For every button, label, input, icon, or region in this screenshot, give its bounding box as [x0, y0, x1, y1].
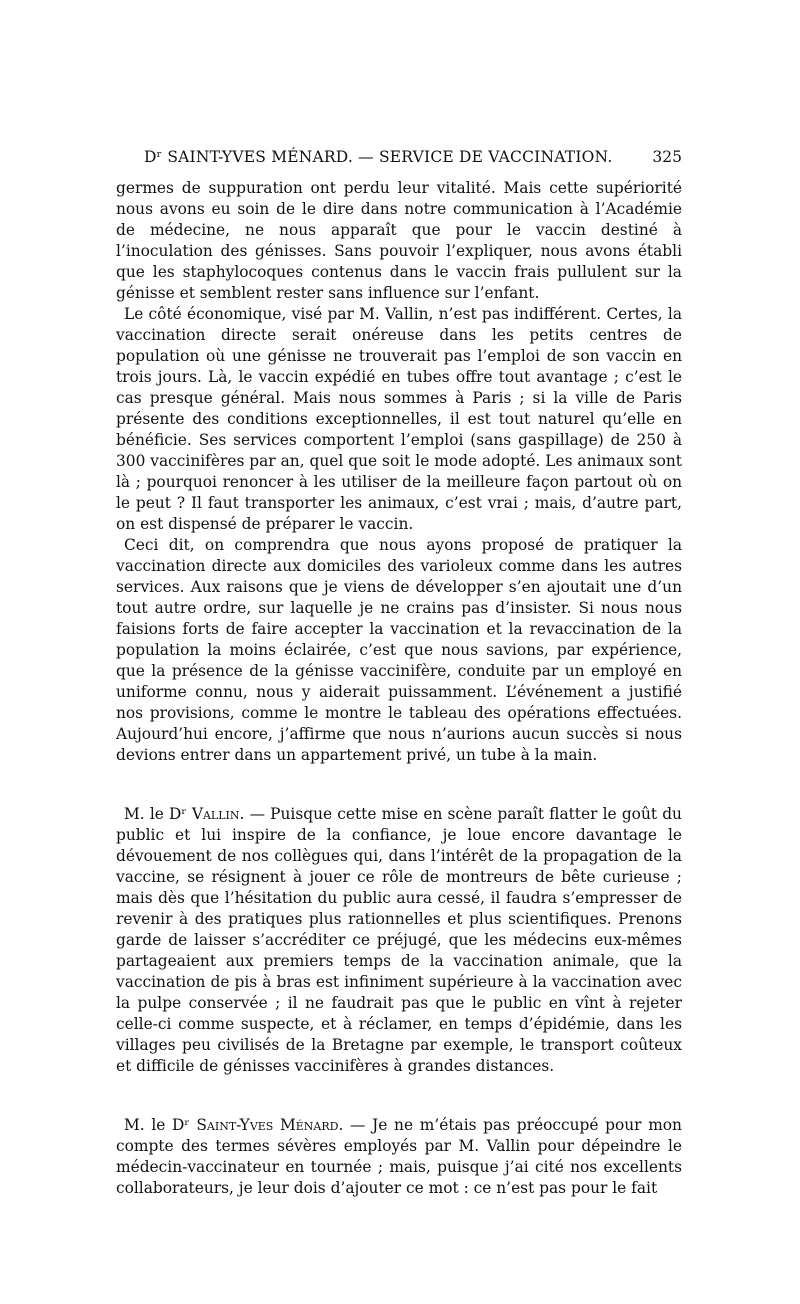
speaker-name: Saint-Yves Ménard.	[196, 1116, 344, 1134]
speech-text: — Puisque cette mise en scène paraît flatter le goût du public et lui inspire de la confiance, je loue encore davantage le dévouement de nos collègues qui, dans l’intérêt de la propagation de la vaccine, se résignent à jouer ce rôle de montreurs de bête curieuse ; mais dès que l’hésitation du public aura cessé, il faudra s’empresser de revenir à des pratiques plus rationnelles et plus scientifiques. Prenons garde de laisser s’accréditer ce préjugé, que les médecins eux-mêmes partageaient aux premiers temps de la vaccination animale, que la vaccination de pis à bras est infiniment supérieure à la vaccination avec la pulpe conservée ; il ne faudrait pas que le public en vînt à rejeter celle-ci comme suspecte, et à réclamer, en temps d’épidémie, dans les villages peu civilisés de la Bretagne par exemple, le transport coûteux et difficile de génisses vaccinifères à grandes distances.	[116, 805, 682, 1075]
speaker-prefix: M. le Dʳ	[124, 805, 187, 823]
speaker-prefix: M. le Dʳ	[124, 1116, 190, 1134]
paragraph-1: germes de suppuration ont perdu leur vitalité. Mais cette supériorité nous avons eu soin de le dire dans notre communication à l’Académie de médecine, ne nous apparaît que pour le vaccin destiné à l’inoculation des génisses. Sans pouvoir l’expliquer, nous avons établi que les staphylocoques contenus dans le vaccin frais pullulent sur la génisse et semblent rester sans influence sur l’enfant.	[116, 179, 682, 302]
speech-vallin	[116, 804, 682, 1077]
speech-text: — Je ne m’étais pas préoccupé pour mon compte des termes sévères employés par M. Vallin pour dépeindre le médecin-vaccinateur en tournée ; mais, puisque j’ai cité nos excellents collaborateurs, je leur dois d’ajouter ce mot : ce n’est pas pour le fait	[116, 1116, 682, 1197]
speech-saint-yves-menard	[116, 1115, 682, 1199]
speaker-name: Vallin.	[191, 805, 245, 823]
running-header	[116, 148, 682, 172]
paragraph-2: Le côté économique, visé par M. Vallin, n’est pas indifférent. Certes, la vaccination directe serait onéreuse dans les petits centres de population où une génisse ne trouverait pas l’emploi de son vaccin en trois jours. Là, le vaccin expédié en tubes offre tout avantage ; c’est le cas presque général. Mais nous sommes à Paris ; si la ville de Paris présente des conditions exceptionnelles, il est tout naturel qu’elle en bénéficie. Ses services comportent l’emploi (sans gaspillage) de 250 à 300 vaccinifères par an, quel que soit le mode adopté. Les animaux sont là ; pourquoi renoncer à les utiliser de la meilleure façon partout où on le peut ? Il faut transporter les animaux, c’est vrai ; mais, d’autre part, on est dispensé de préparer le vaccin.	[116, 305, 682, 533]
document-page	[116, 148, 682, 1199]
page-number: 325	[652, 148, 682, 166]
running-title: Dʳ SAINT-YVES MÉNARD. — SERVICE DE VACCINATION.	[144, 148, 613, 166]
paragraph-3: Ceci dit, on comprendra que nous ayons proposé de pratiquer la vaccination directe aux domiciles des varioleux comme dans les autres services. Aux raisons que je viens de développer s’en ajoutait une d’un tout autre ordre, sur laquelle je ne crains pas d’insister. Si nous nous faisions forts de faire accepter la vaccination et la revaccination de la population la moins éclairée, c’est que nous savions, par expérience, que la présence de la génisse vaccinifère, conduite par un employé en uniforme connu, nous y aiderait puissamment. L’événement a justifié nos provisions, comme le montre le tableau des opérations effectuées. Aujourd’hui encore, j’affirme que nous n’aurions aucun succès si nous devions entrer dans un appartement privé, un tube à la main.	[116, 536, 682, 764]
